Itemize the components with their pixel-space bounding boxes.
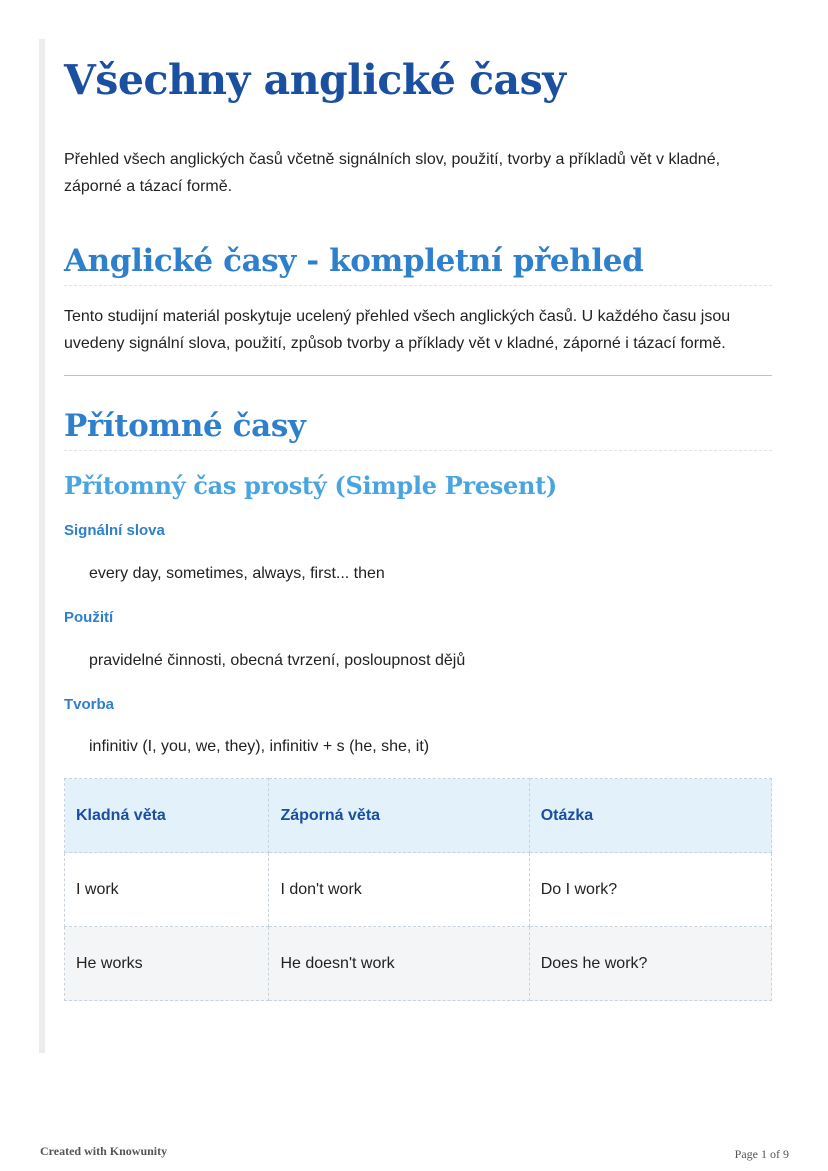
usage-label: Použití xyxy=(64,609,114,626)
footer-credit: Created with Knowunity xyxy=(40,1144,168,1158)
table-header-question: Otázka xyxy=(529,779,771,853)
left-accent-bar xyxy=(39,39,45,1053)
table-header-row xyxy=(65,779,772,853)
section-divider xyxy=(64,375,772,376)
table-header-affirmative: Kladná věta xyxy=(65,779,269,853)
form-value: infinitiv (I, you, we, they), infinitiv + s (he, she, it) xyxy=(89,738,430,755)
signal-words-value: every day, sometimes, always, first... then xyxy=(89,565,385,582)
table-cell: Do I work? xyxy=(529,853,771,927)
overview-paragraph: Tento studijní materiál poskytuje ucelený přehled všech anglických časů. U každého času jsou uvedeny signální slova, použití, způsob tvorby a příklady vět v kladné, záporné i tázací formě. xyxy=(64,308,731,352)
simple-present-heading: Přítomný čas prostý (Simple Present) xyxy=(64,471,557,500)
table-cell: He doesn't work xyxy=(269,927,529,1001)
intro-paragraph: Přehled všech anglických časů včetně signálních slov, použití, tvorby a příkladů vět v kladné, záporné a tázací formě. xyxy=(64,151,721,195)
table-cell: He works xyxy=(65,927,269,1001)
usage-value: pravidelné činnosti, obecná tvrzení, posloupnost dějů xyxy=(89,652,466,669)
table-cell: I don't work xyxy=(269,853,529,927)
table-cell: Does he work? xyxy=(529,927,771,1001)
form-label: Tvorba xyxy=(64,696,115,713)
page-number: Page 1 of 9 xyxy=(734,1147,789,1161)
examples-table xyxy=(64,778,772,1001)
table-row xyxy=(65,927,772,1001)
overview-heading: Anglické časy - kompletní přehled xyxy=(64,243,772,286)
table-cell: I work xyxy=(65,853,269,927)
table-header-negative: Záporná věta xyxy=(269,779,529,853)
page-title: Všechny anglické časy xyxy=(64,56,566,104)
signal-words-label: Signální slova xyxy=(64,522,165,539)
present-tenses-heading: Přítomné časy xyxy=(64,408,772,451)
table-row xyxy=(65,853,772,927)
